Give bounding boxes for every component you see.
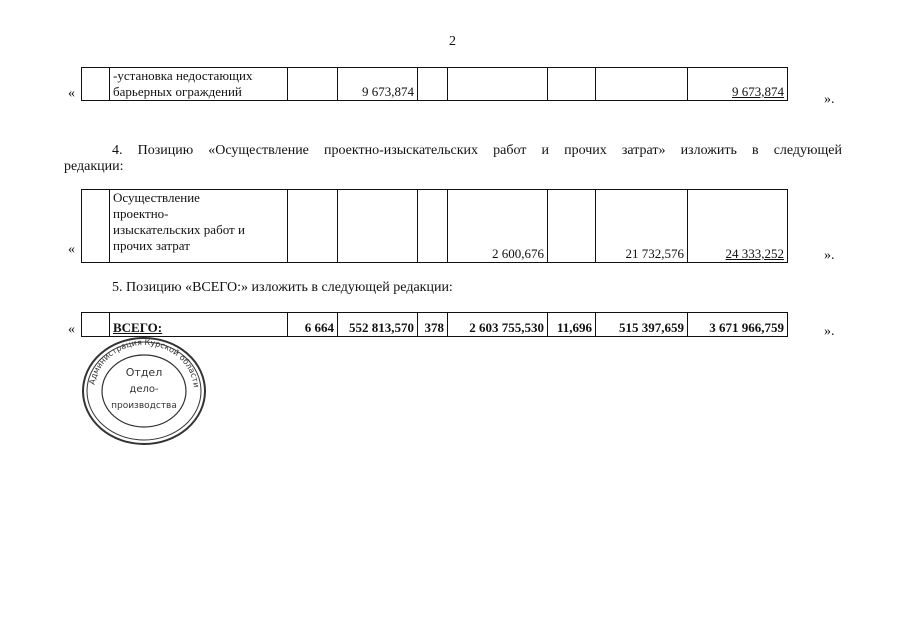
cell-empty — [418, 68, 448, 101]
stamp-center-line3: производства — [111, 401, 177, 411]
stamp-seal-icon — [80, 336, 208, 446]
paragraph-4-line2: редакции: — [64, 159, 124, 174]
cell-value: 515 397,659 — [596, 313, 688, 337]
quote-close-2: ». — [824, 248, 835, 263]
cell-empty — [288, 68, 338, 101]
stamp-center-line2: дело- — [129, 384, 159, 395]
cell-value: 9 673,874 — [338, 68, 418, 101]
cell-label — [110, 68, 288, 101]
cell-value: 552 813,570 — [338, 313, 418, 337]
cell-empty — [418, 190, 448, 263]
table-row-design-works — [81, 189, 788, 263]
table-row-total — [81, 312, 788, 337]
cell-value: 11,696 — [548, 313, 596, 337]
quote-open-3: « — [68, 322, 75, 337]
page-number: 2 — [449, 34, 456, 49]
paragraph-4-line1: 4. Позицию «Осуществление проектно-изыскательских работ и прочих затрат» изложить в следующей — [112, 143, 842, 158]
total-label: ВСЕГО: — [113, 320, 163, 335]
stamp-ring-text: Администрация Курской области — [87, 337, 201, 389]
label-line: Осуществление — [113, 190, 200, 205]
cell-value: 2 600,676 — [448, 190, 548, 263]
cell-value: 378 — [418, 313, 448, 337]
quote-close-1: ». — [824, 92, 835, 107]
paragraph-5: 5. Позицию «ВСЕГО:» изложить в следующей редакции: — [112, 280, 453, 295]
cell-empty — [596, 68, 688, 101]
label-line: прочих затрат — [113, 238, 190, 253]
label-line: -установка недостающих — [113, 68, 253, 83]
quote-close-3: ». — [824, 324, 835, 339]
cell-empty — [548, 190, 596, 263]
label-line: барьерных ограждений — [113, 84, 242, 99]
total-value: 9 673,874 — [732, 84, 784, 99]
cell-empty — [288, 190, 338, 263]
office-stamp — [80, 336, 208, 446]
table-row-barriers — [81, 67, 788, 101]
cell-label — [110, 313, 288, 337]
cell-value: 21 732,576 — [596, 190, 688, 263]
cell-index — [82, 68, 110, 101]
cell-total — [688, 190, 788, 263]
label-line: проектно- — [113, 206, 169, 221]
cell-empty — [448, 68, 548, 101]
stamp-center-line1: Отдел — [125, 366, 163, 379]
cell-empty — [338, 190, 418, 263]
quote-open-1: « — [68, 86, 75, 101]
total-value: 24 333,252 — [725, 246, 784, 261]
cell-index — [82, 190, 110, 263]
cell-label — [110, 190, 288, 263]
cell-value: 6 664 — [288, 313, 338, 337]
cell-value: 3 671 966,759 — [688, 313, 788, 337]
quote-open-2: « — [68, 242, 75, 257]
cell-value: 2 603 755,530 — [448, 313, 548, 337]
cell-index — [82, 313, 110, 337]
cell-total — [688, 68, 788, 101]
cell-empty — [548, 68, 596, 101]
label-line: изыскательских работ и — [113, 222, 245, 237]
